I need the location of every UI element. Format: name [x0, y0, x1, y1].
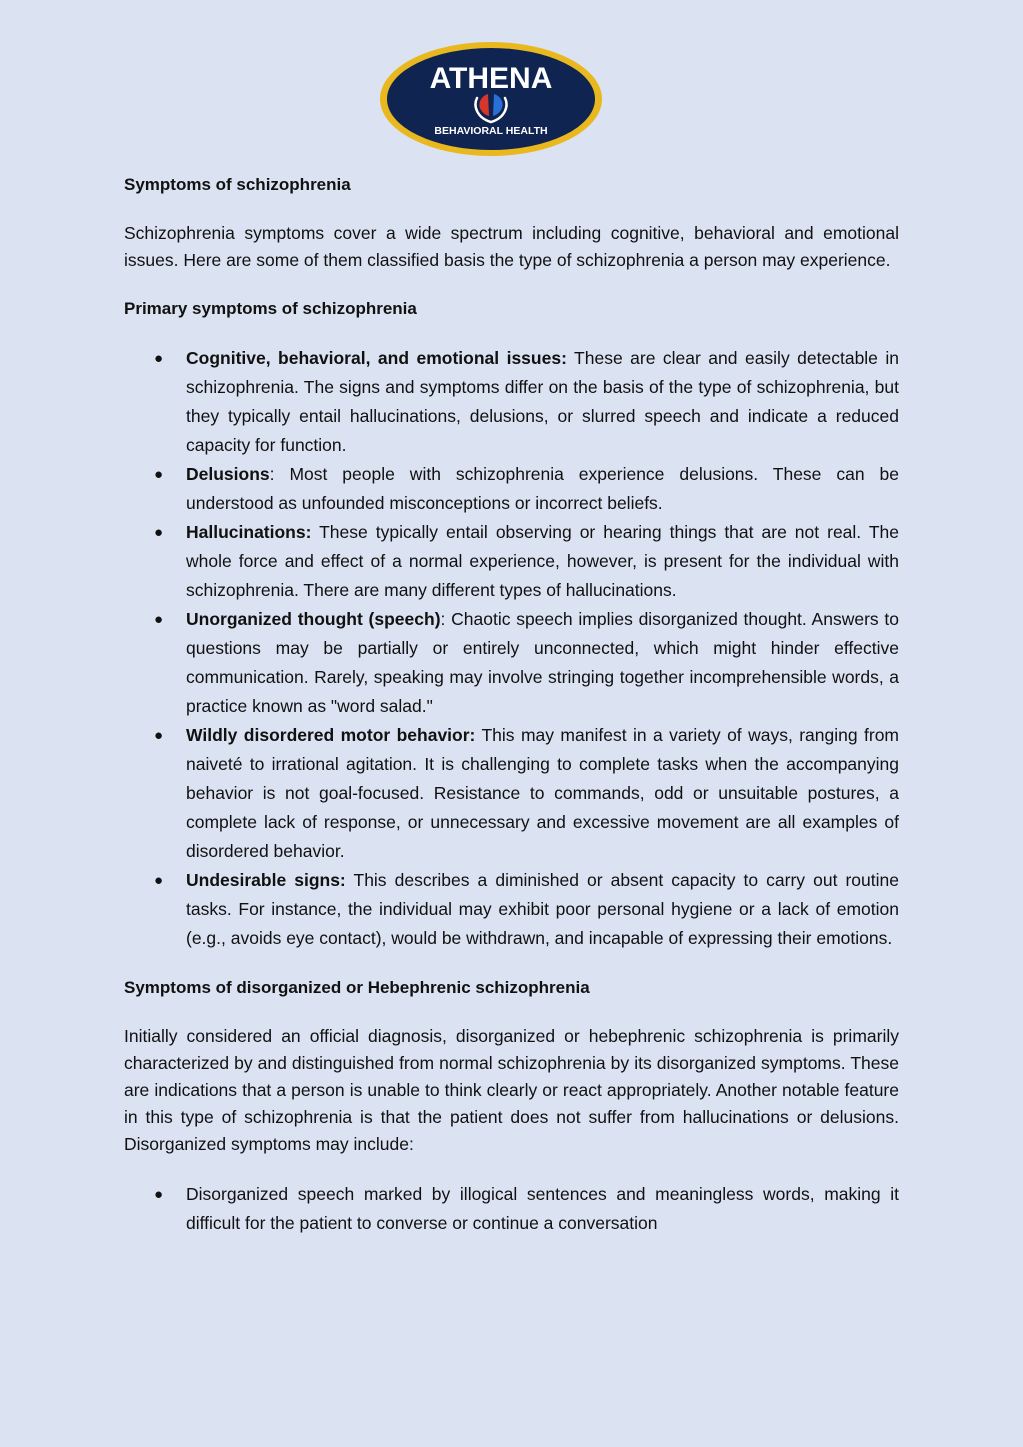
list-item-term: Wildly disordered motor behavior:	[186, 725, 476, 745]
list-item-text: Disorganized speech marked by illogical sentences and meaningless words, making it difficult for the patient to converse or continue a conversation	[186, 1184, 899, 1233]
intro-paragraph: Schizophrenia symptoms cover a wide spectrum including cognitive, behavioral and emotional issues. Here are some of them classified basis the type of schizophrenia a person may experience.	[124, 223, 899, 270]
list-item	[124, 721, 899, 866]
bullet-icon: ●	[154, 1186, 164, 1203]
disorganized-symptoms-list	[124, 1180, 899, 1238]
bullet-icon: ●	[154, 611, 164, 628]
list-item-term: Cognitive, behavioral, and emotional issues:	[186, 348, 567, 368]
bullet-icon: ●	[154, 727, 164, 744]
bullet-icon: ●	[154, 872, 164, 889]
list-item-text: This may manifest in a variety of ways, ranging from naiveté to irrational agitation. It is challenging to complete tasks when the accompanying behavior is not goal-focused. Resistance to commands, odd or unsuitable postures, a complete lack of response, or unnecessary and excessive movement are all examples of disordered behavior.	[186, 725, 900, 861]
section-heading-primary-symptoms: Primary symptoms of schizophrenia	[124, 299, 417, 318]
list-item-term: Unorganized thought (speech)	[186, 609, 441, 629]
list-item-term: Undesirable signs:	[186, 870, 346, 890]
bullet-icon: ●	[154, 350, 164, 367]
list-item-text: : Most people with schizophrenia experience delusions. These can be understood as unfounded misconceptions or incorrect beliefs.	[186, 464, 899, 513]
list-item-text: These typically entail observing or hearing things that are not real. The whole force and effect of a normal experience, however, is present for the individual with schizophrenia. There are many different types of hallucinations.	[186, 522, 899, 600]
section-heading-symptoms: Symptoms of schizophrenia	[124, 175, 351, 194]
list-item-text: These are clear and easily detectable in schizophrenia. The signs and symptoms differ on the basis of the type of schizophrenia, but they typically entail hallucinations, delusions, or slurred speech and indicate a reduced capacity for function.	[186, 348, 899, 455]
list-item-term: Delusions	[186, 464, 270, 484]
logo-title: ATHENA	[429, 62, 553, 95]
bullet-icon: ●	[154, 466, 164, 483]
list-item-text: This describes a diminished or absent capacity to carry out routine tasks. For instance, the individual may exhibit poor personal hygiene or a lack of emotion (e.g., avoids eye contact), would be withdrawn, and incapable of expressing their emotions.	[186, 870, 899, 948]
list-item	[124, 344, 899, 460]
disorganized-intro-paragraph: Initially considered an official diagnosis, disorganized or hebephrenic schizophrenia is primarily characterized by and distinguished from normal schizophrenia by its disorganized symptoms. These are indications that a person is unable to think clearly or react appropriately. Another notable feature in this type of schizophrenia is that the patient does not suffer from hallucinations or delusions. Disorganized symptoms may include:	[124, 1026, 899, 1154]
logo-subtitle: BEHAVIORAL HEALTH	[434, 125, 548, 137]
list-item	[124, 866, 899, 953]
list-item	[124, 1180, 899, 1238]
list-item	[124, 518, 899, 605]
list-item-term: Hallucinations:	[186, 522, 312, 542]
document-body	[124, 172, 899, 1260]
list-item	[124, 605, 899, 721]
bullet-icon: ●	[154, 524, 164, 541]
section-heading-disorganized: Symptoms of disorganized or Hebephrenic schizophrenia	[124, 978, 590, 997]
athena-behavioral-health-logo	[378, 40, 604, 158]
list-item-text: : Chaotic speech implies disorganized thought. Answers to questions may be partially or entirely unconnected, which might hinder effective communication. Rarely, speaking may involve stringing together incomprehensible words, a practice known as "word salad."	[186, 609, 899, 716]
list-item	[124, 460, 899, 518]
primary-symptoms-list	[124, 344, 899, 953]
